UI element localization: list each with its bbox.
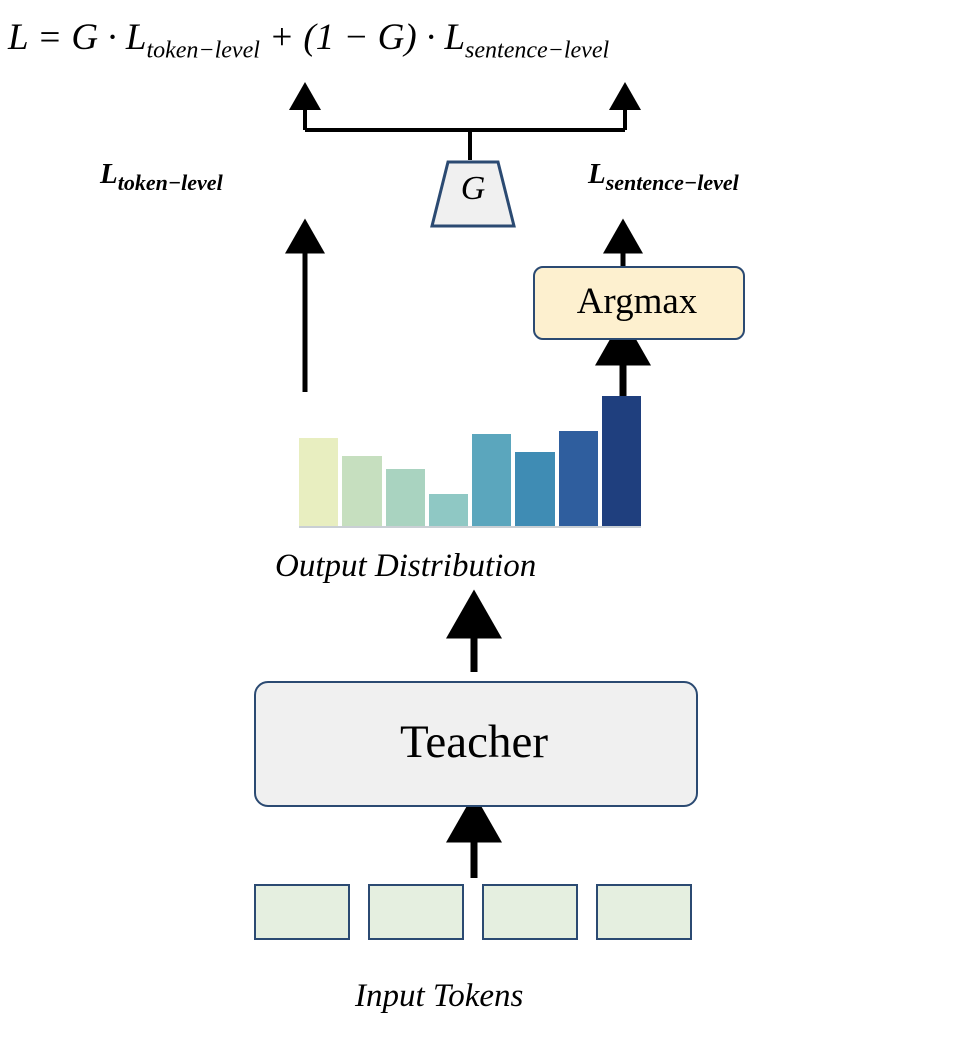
token-loss-text: L [100,158,118,190]
input-token-2 [368,884,464,940]
input-token-4 [596,884,692,940]
gate-trapezoid [430,160,516,228]
sentence-loss-subscript: sentence−level [605,169,739,195]
bar-8 [602,396,641,528]
input-token-3 [482,884,578,940]
input-tokens-caption: Input Tokens [355,978,524,1014]
input-token-1 [254,884,350,940]
loss-formula [8,16,960,64]
formula-subscript-1: token−level [146,37,260,64]
bar-2 [342,456,381,528]
teacher-label: Teacher [399,716,549,768]
gate-label: G [460,170,486,207]
formula-subscript-2: sentence−level [465,37,610,64]
formula-part-2: + (1 − G) · L [259,17,466,58]
sentence-level-loss-label [588,158,739,196]
bar-1 [299,438,338,528]
token-level-loss-label [100,158,223,196]
bar-3 [386,469,425,528]
bar-7 [559,431,598,528]
token-loss-subscript: token−level [117,169,223,195]
argmax-label: Argmax [576,280,698,322]
output-distribution-caption: Output Distribution [275,548,537,584]
bar-6 [515,452,554,528]
bar-5 [472,434,511,528]
formula-part-1: L = G · L [8,17,147,58]
output-distribution-bars [299,390,641,528]
bar-4 [429,494,468,529]
bars-baseline [299,526,641,528]
sentence-loss-text: L [588,158,606,190]
